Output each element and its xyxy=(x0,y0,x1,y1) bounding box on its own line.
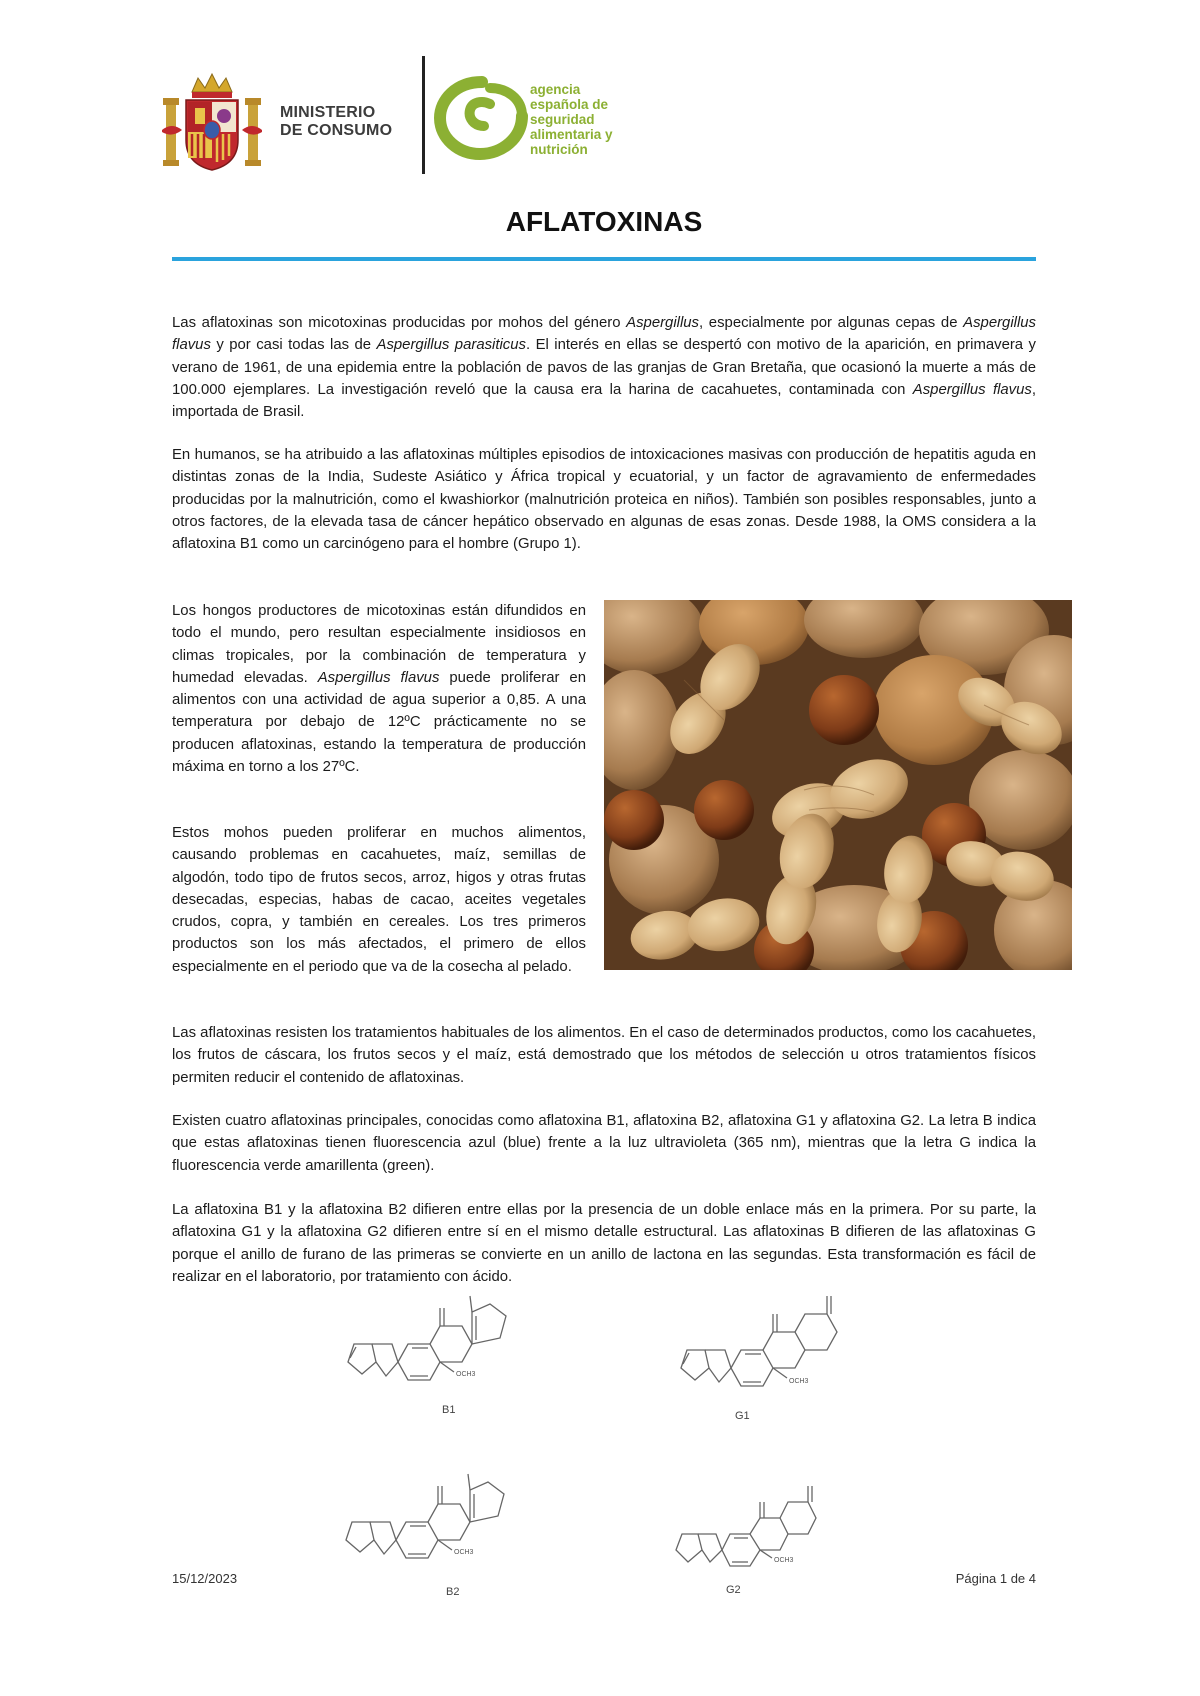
structure-b2 xyxy=(338,1468,538,1598)
paragraph-text: Los hongos productores de micotoxinas están difundidos en todo el mundo, pero resultan especialmente insidiosos en climas tropicales, por la combinación de temperatura y humedad elevadas. xyxy=(172,603,586,686)
species-name: Aspergillus parasiticus xyxy=(376,337,526,354)
paragraph-text: y por casi todas las de xyxy=(210,337,377,354)
agency-line-2: española de xyxy=(530,97,609,112)
agency-line-4: alimentaria y xyxy=(530,127,613,142)
structure-label-b1: B1 xyxy=(442,1404,456,1416)
methoxy-label: OCH3 xyxy=(789,1378,809,1385)
species-name: Aspergillus flavus xyxy=(172,315,1036,354)
aflatoxin-g1-diagram xyxy=(675,1288,875,1408)
paragraph-text: . El interés en ellas se despertó con motivo de la aparición, en primavera y verano de 1961, de una epidemia entre la población de pavos de las granjas de Gran Bretaña, que ocasionó la muerte a más de 100.000 ejemplares. La investigación reveló que la causa era la harina de cacahuetes, contaminada con xyxy=(172,337,1036,398)
agency-name xyxy=(530,82,613,157)
title-underline xyxy=(172,257,1036,261)
structure-label-b2: B2 xyxy=(446,1586,460,1598)
footer-page-number: Página 1 de 4 xyxy=(955,1571,1036,1586)
structure-label-g2: G2 xyxy=(726,1584,741,1596)
paragraph-text: puede proliferar en alimentos con una actividad de agua superior a 0,85. A una temperatura por debajo de 12ºC prácticamente no se producen aflatoxinas, estando la temperatura de producción máxima en torno a los 27ºC. xyxy=(172,669,586,776)
nuts-photo xyxy=(604,600,1072,970)
ministry-name xyxy=(280,104,392,140)
paragraph-text: , especialmente por algunas cepas de xyxy=(699,315,964,331)
paragraph-humans: En humanos, se ha atribuido a las aflatoxinas múltiples episodios de intoxicaciones masivas con producción de hepatitis aguda en distintas zonas de la India, Sudeste Asiático y África tropical y ecuatorial, y un factor de agravamiento de enfermedades producidas por la malnutrición, como el kwashiorkor (malnutrición proteica en niños). También son posibles responsables, junto a otros factores, de la elevada tasa de cáncer hepático observado en algunas de esas zonas. Desde 1988, la OMS considera a la aflatoxina B1 como un carcinógeno para el hombre (Grupo 1). xyxy=(172,447,1036,553)
document-header xyxy=(160,56,720,176)
species-name: Aspergillus flavus xyxy=(317,669,440,686)
coat-of-arms-icon xyxy=(162,70,262,174)
paragraph-differences: La aflatoxina B1 y la aflatoxina B2 difieren entre ellas por la presencia de un doble enlace más en la primera. Por su parte, la aflatoxina G1 y la aflatoxina G2 difieren entre sí en el mismo detalle estructural. Las aflatoxinas B difieren de las aflatoxinas G porque el anillo de furano de las primeras se convierte en un anillo de lactona en las segundas. Esta transformación es fácil de realizar en el laboratorio, por tratamiento con ácido. xyxy=(172,1202,1036,1285)
structure-g1 xyxy=(675,1288,875,1422)
page-title: AFLATOXINAS xyxy=(505,206,703,237)
methoxy-label: OCH3 xyxy=(774,1557,794,1564)
agency-line-3: seguridad xyxy=(530,112,595,127)
methoxy-label: OCH3 xyxy=(454,1549,474,1556)
header-divider xyxy=(422,56,425,174)
ministry-line-1: MINISTERIO xyxy=(280,104,376,121)
methoxy-label: OCH3 xyxy=(456,1371,476,1378)
aesan-spiral-logo-icon xyxy=(434,74,530,160)
ministry-line-2: DE CONSUMO xyxy=(280,122,393,139)
structure-g2 xyxy=(670,1482,870,1596)
paragraph-text: , importada de Brasil. xyxy=(172,381,1036,421)
paragraph-foods: Estos mohos pueden proliferar en muchos alimentos, causando problemas en cacahuetes, maíz, semillas de algodón, todo tipo de frutos secos, arroz, higos y otras frutas desecadas, especias, habas de cacao, aceites vegetales crudos, copra, y también en cereales. Los tres primeros productos son los más afectados, el primero de ellos especialmente en el periodo que va de la cosecha al pelado. xyxy=(172,825,586,975)
agency-line-1: agencia xyxy=(530,82,581,97)
aflatoxin-b2-diagram xyxy=(338,1468,538,1578)
paragraph-text: Las aflatoxinas son micotoxinas producidas por mohos del género xyxy=(172,315,627,331)
paragraph-treatments: Las aflatoxinas resisten los tratamientos habituales de los alimentos. En el caso de determinados productos, como los cacahuetes, los frutos de cáscara, los frutos secos y el maíz, está demostrado que los métodos de selección u otros tratamientos físicos permiten reducir el contenido de aflatoxinas. xyxy=(172,1025,1036,1086)
agency-line-5: nutrición xyxy=(530,142,588,157)
paragraph-types: Existen cuatro aflatoxinas principales, conocidas como aflatoxina B1, aflatoxina B2, aflatoxina G1 y aflatoxina G2. La letra B indica que estas aflatoxinas tienen fluorescencia azul (blue) frente a la luz ultravioleta (365 nm), mientras que la letra G indica la fluorescencia verde amarillenta (green). xyxy=(172,1113,1036,1174)
footer-date: 15/12/2023 xyxy=(172,1571,238,1586)
aflatoxin-b1-diagram xyxy=(340,1292,540,1402)
species-name: Aspergillus flavus xyxy=(912,381,1032,398)
paragraph-intro xyxy=(172,312,1036,423)
structure-label-g1: G1 xyxy=(735,1410,750,1422)
paragraph-fungi xyxy=(172,600,586,778)
structure-b1 xyxy=(340,1292,540,1416)
species-name: Aspergillus xyxy=(626,315,699,331)
aflatoxin-g2-diagram xyxy=(670,1482,870,1592)
